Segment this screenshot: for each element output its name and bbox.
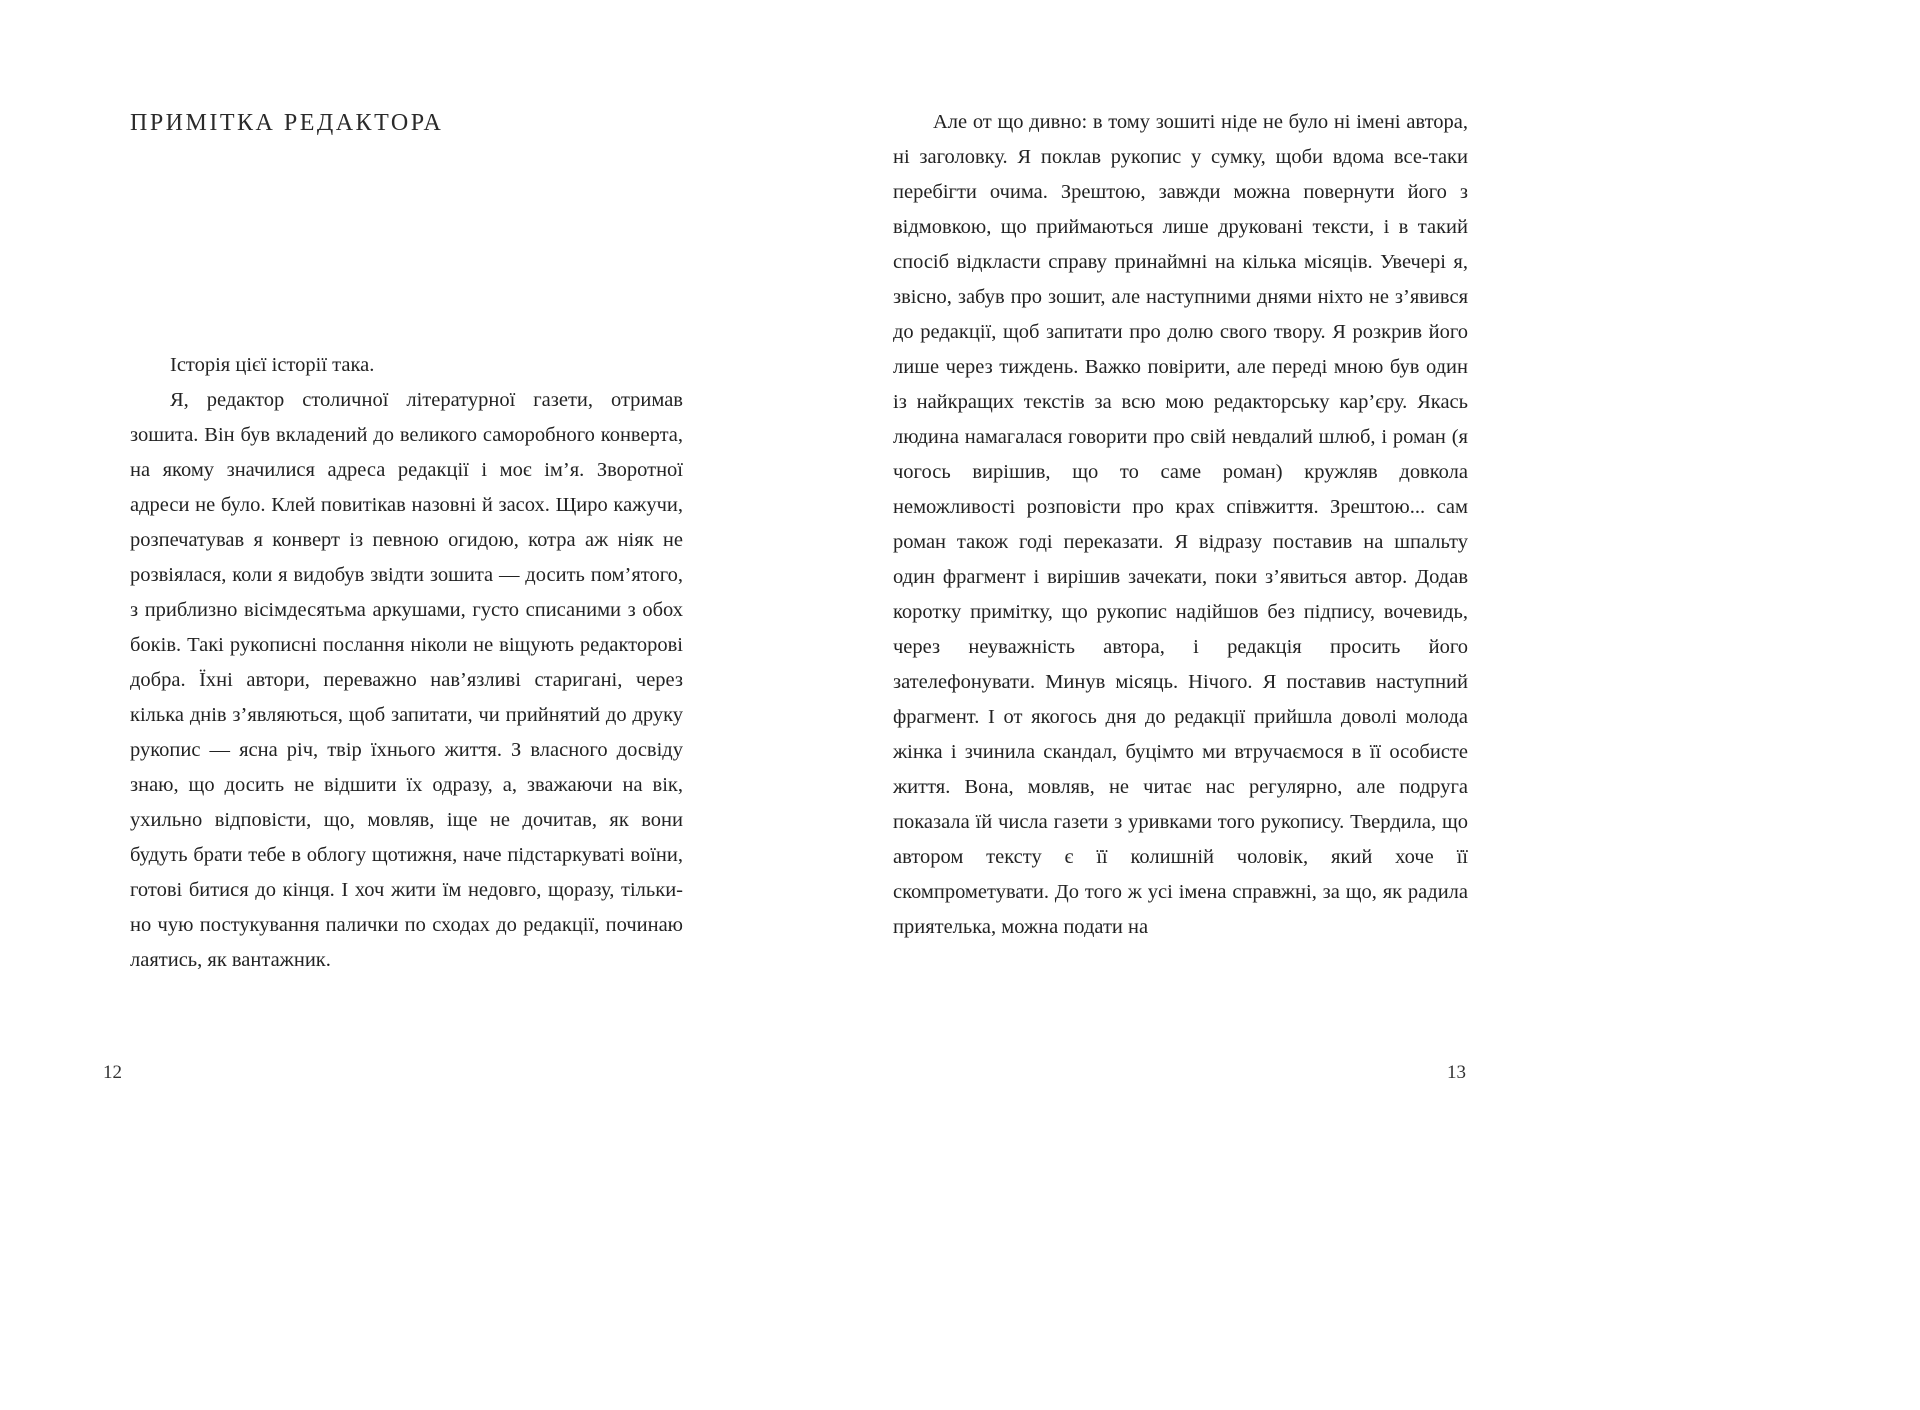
paragraph: Я, редактор столичної літературної газети, отримав зошита. Він був вкладений до великого саморобного конверта, на якому значилися адреса редакції і моє ім’я. Зворотної адреси не було. Клей повитікав назовні й засох. Щиро кажучи, розпечатував я конверт із певною огидою, котра аж ніяк не розвіялася, коли я видобув звідти зошита — досить пом’ятого, з приблизно вісімдесятьма аркушами, густо списаними з обох боків. Такі рукописні послання ніколи не віщують редакторові добра. Їхні автори, переважно нав’язливі старигані, через кілька днів з’являються, щоб запитати, чи прийнятий до друку рукопис — ясна річ, твір їхнього життя. З власного досвіду знаю, що досить не відшити їх одразу, а, зважаючи на вік, ухильно відповісти, що, мовляв, іще не дочитав, як вони будуть брати тебе в облогу щотижня, наче підстаркуваті воїни, готові битися до кінця. І хоч жити їм недовго, щоразу, тільки-но чую постукування палички по сходах до редакції, починаю лаятись, як вантажник.: [130, 389, 683, 971]
paragraph: Історія цієї історії така.: [170, 354, 375, 376]
page-number-left: 12: [103, 1062, 122, 1083]
paragraph: Але от що дивно: в тому зошиті ніде не було ні імені автора, ні заголовку. Я поклав рукопис у сумку, щоби вдома все-таки перебігти очима. Зрештою, завжди можна повернути його з відмовкою, що приймаються лише друковані тексти, і в такий спосіб відкласти справу принаймні на кілька місяців. Увечері я, звісно, забув про зошит, але наступними днями ніхто не з’явився до редакції, щоб запитати про долю свого твору. Я розкрив його лише через тиждень. Важко повірити, але переді мною був один із найкращих текстів за всю мою редакторську кар’єру. Якась людина намагалася говорити про свій невдалий шлюб, і роман (я чогось вирішив, що то саме роман) кружляв довкола неможливості розповісти про крах співжиття. Зрештою... сам роман також годі переказати. Я відразу поставив на шпальту один фрагмент і вирішив зачекати, поки з’явиться автор. Додав коротку примітку, що рукопис надійшов без підпису, вочевидь, через неуважність автора, і редакція просить його зателефонувати. Минув місяць. Нічого. Я поставив наступний фрагмент. І от якогось дня до редакції прийшла доволі молода жінка і зчинила скандал, буцімто ми втручаємося в її особисте життя. Вона, мовляв, не читає нас регулярно, але подруга показала їй числа газети з уривками того рукопису. Твердила, що автором тексту є її колишній чоловік, який хоче її скомпрометувати. До того ж усі імена справжні, за що, як радила приятелька, можна подати на: [893, 111, 1468, 938]
right-page-text: [893, 105, 1468, 945]
page-number-right: 13: [1447, 1062, 1466, 1083]
chapter-heading: ПРИМІТКА РЕДАКТОРА: [130, 110, 444, 136]
left-page-text: [130, 348, 683, 978]
